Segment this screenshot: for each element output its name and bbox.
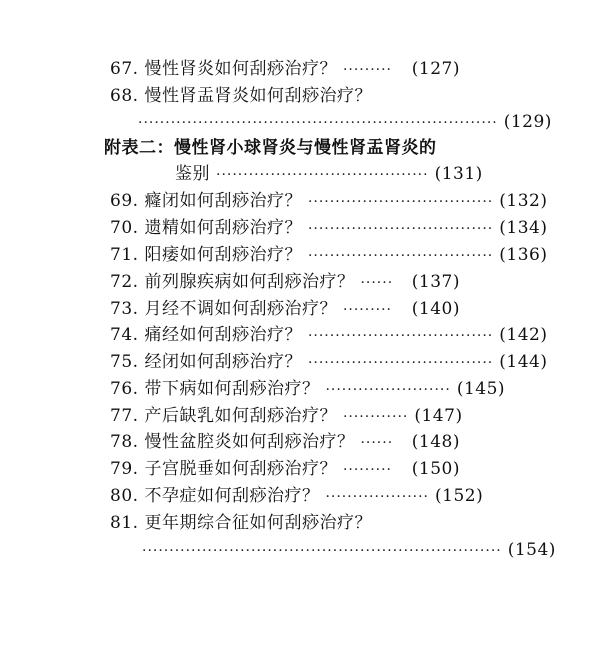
toc-entry-68 bbox=[110, 84, 460, 108]
toc-entry-78 bbox=[110, 430, 460, 454]
toc-entry-title: 72. 前列腺疾病如何刮痧治疗？ bbox=[110, 272, 355, 292]
toc-page-number: (150) bbox=[411, 459, 460, 479]
toc-entry-title: 附表二：慢性肾小球肾炎与慢性肾盂肾炎的 bbox=[104, 138, 437, 158]
toc-page-number: (154) bbox=[507, 540, 556, 560]
toc-page-number: (152) bbox=[435, 486, 484, 506]
toc-dot-leader: ·································· bbox=[307, 221, 494, 237]
toc-entry-title: 79. 子宫脱垂如何刮痧治疗？ bbox=[110, 459, 337, 479]
toc-entry-title: 80. 不孕症如何刮痧治疗？ bbox=[110, 486, 320, 506]
toc-entry-73 bbox=[110, 297, 460, 321]
toc-entry-title: 73. 月经不调如何刮痧治疗？ bbox=[110, 299, 337, 319]
toc-entry-77 bbox=[110, 404, 463, 428]
toc-dot-leader: ········· bbox=[342, 302, 393, 318]
toc-dot-leader: ············ bbox=[342, 409, 409, 425]
toc-dot-leader: ·································· bbox=[307, 328, 494, 344]
toc-entry-title: 68. 慢性肾盂肾炎如何刮痧治疗？ bbox=[110, 86, 372, 106]
toc-page-number: (127) bbox=[411, 59, 460, 79]
toc-entry-76 bbox=[110, 377, 506, 401]
toc-dot-leader: ······ bbox=[360, 275, 394, 291]
toc-page-number: (137) bbox=[411, 272, 460, 292]
toc-appendix-2 bbox=[104, 136, 464, 160]
toc-dot-leader: ··················· bbox=[325, 489, 430, 505]
toc-page-number: (147) bbox=[414, 406, 463, 426]
toc-page-number: (131) bbox=[434, 164, 483, 184]
toc-page-number: (148) bbox=[411, 432, 460, 452]
toc-entry-title: 75. 经闭如何刮痧治疗？ bbox=[110, 352, 302, 372]
toc-dot-leader: ·································· bbox=[307, 248, 494, 264]
toc-page-number: (136) bbox=[499, 245, 548, 265]
toc-page-number: (142) bbox=[499, 325, 548, 345]
toc-entry-75 bbox=[110, 350, 548, 374]
toc-entry-title: 81. 更年期综合征如何刮痧治疗？ bbox=[110, 513, 372, 533]
toc-entry-title: 70. 遗精如何刮痧治疗？ bbox=[110, 218, 302, 238]
toc-dot-leader: ·································································· bbox=[142, 543, 502, 559]
toc-dot-leader: ········· bbox=[342, 62, 393, 78]
toc-entry-title: 78. 慢性盆腔炎如何刮痧治疗？ bbox=[110, 432, 355, 452]
toc-page-number: (140) bbox=[411, 299, 460, 319]
toc-dot-leader: ·································· bbox=[307, 355, 494, 371]
toc-entry-title: 74. 痛经如何刮痧治疗？ bbox=[110, 325, 302, 345]
toc-page-number: (144) bbox=[499, 352, 548, 372]
toc-page-number: (129) bbox=[503, 112, 552, 132]
toc-entry-68-continuation bbox=[138, 110, 552, 134]
toc-entry-74 bbox=[110, 323, 548, 347]
toc-entry-title: 69. 癃闭如何刮痧治疗？ bbox=[110, 191, 302, 211]
toc-dot-leader: ······················· bbox=[325, 382, 451, 398]
toc-dot-leader: ······ bbox=[360, 435, 394, 451]
toc-dot-leader: ·································· bbox=[307, 194, 494, 210]
toc-entry-67 bbox=[110, 57, 460, 81]
toc-page-number: (145) bbox=[456, 379, 506, 399]
toc-entry-72 bbox=[110, 270, 460, 294]
toc-entry-81 bbox=[110, 511, 460, 535]
toc-entry-title: 71. 阳痿如何刮痧治疗？ bbox=[110, 245, 302, 265]
toc-entry-71 bbox=[110, 243, 548, 267]
toc-entry-70 bbox=[110, 216, 548, 240]
toc-entry-81-continuation bbox=[142, 538, 556, 562]
toc-entry-79 bbox=[110, 457, 460, 481]
toc-appendix-2-continuation bbox=[175, 162, 483, 186]
toc-entry-title: 77. 产后缺乳如何刮痧治疗？ bbox=[110, 406, 337, 426]
toc-entry-80 bbox=[110, 484, 484, 508]
toc-entry-title: 67. 慢性肾炎如何刮痧治疗？ bbox=[110, 59, 337, 79]
toc-entry-title: 76. 带下病如何刮痧治疗？ bbox=[110, 379, 320, 399]
toc-page-number: (132) bbox=[499, 191, 548, 211]
toc-dot-leader: ········· bbox=[342, 462, 393, 478]
toc-dot-leader: ······································· bbox=[216, 167, 429, 183]
toc-page-number: (134) bbox=[499, 218, 548, 238]
toc-entry-69 bbox=[110, 189, 548, 213]
toc-dot-leader: ·································································· bbox=[138, 115, 498, 131]
toc-entry-title: 鉴别 bbox=[175, 164, 210, 184]
